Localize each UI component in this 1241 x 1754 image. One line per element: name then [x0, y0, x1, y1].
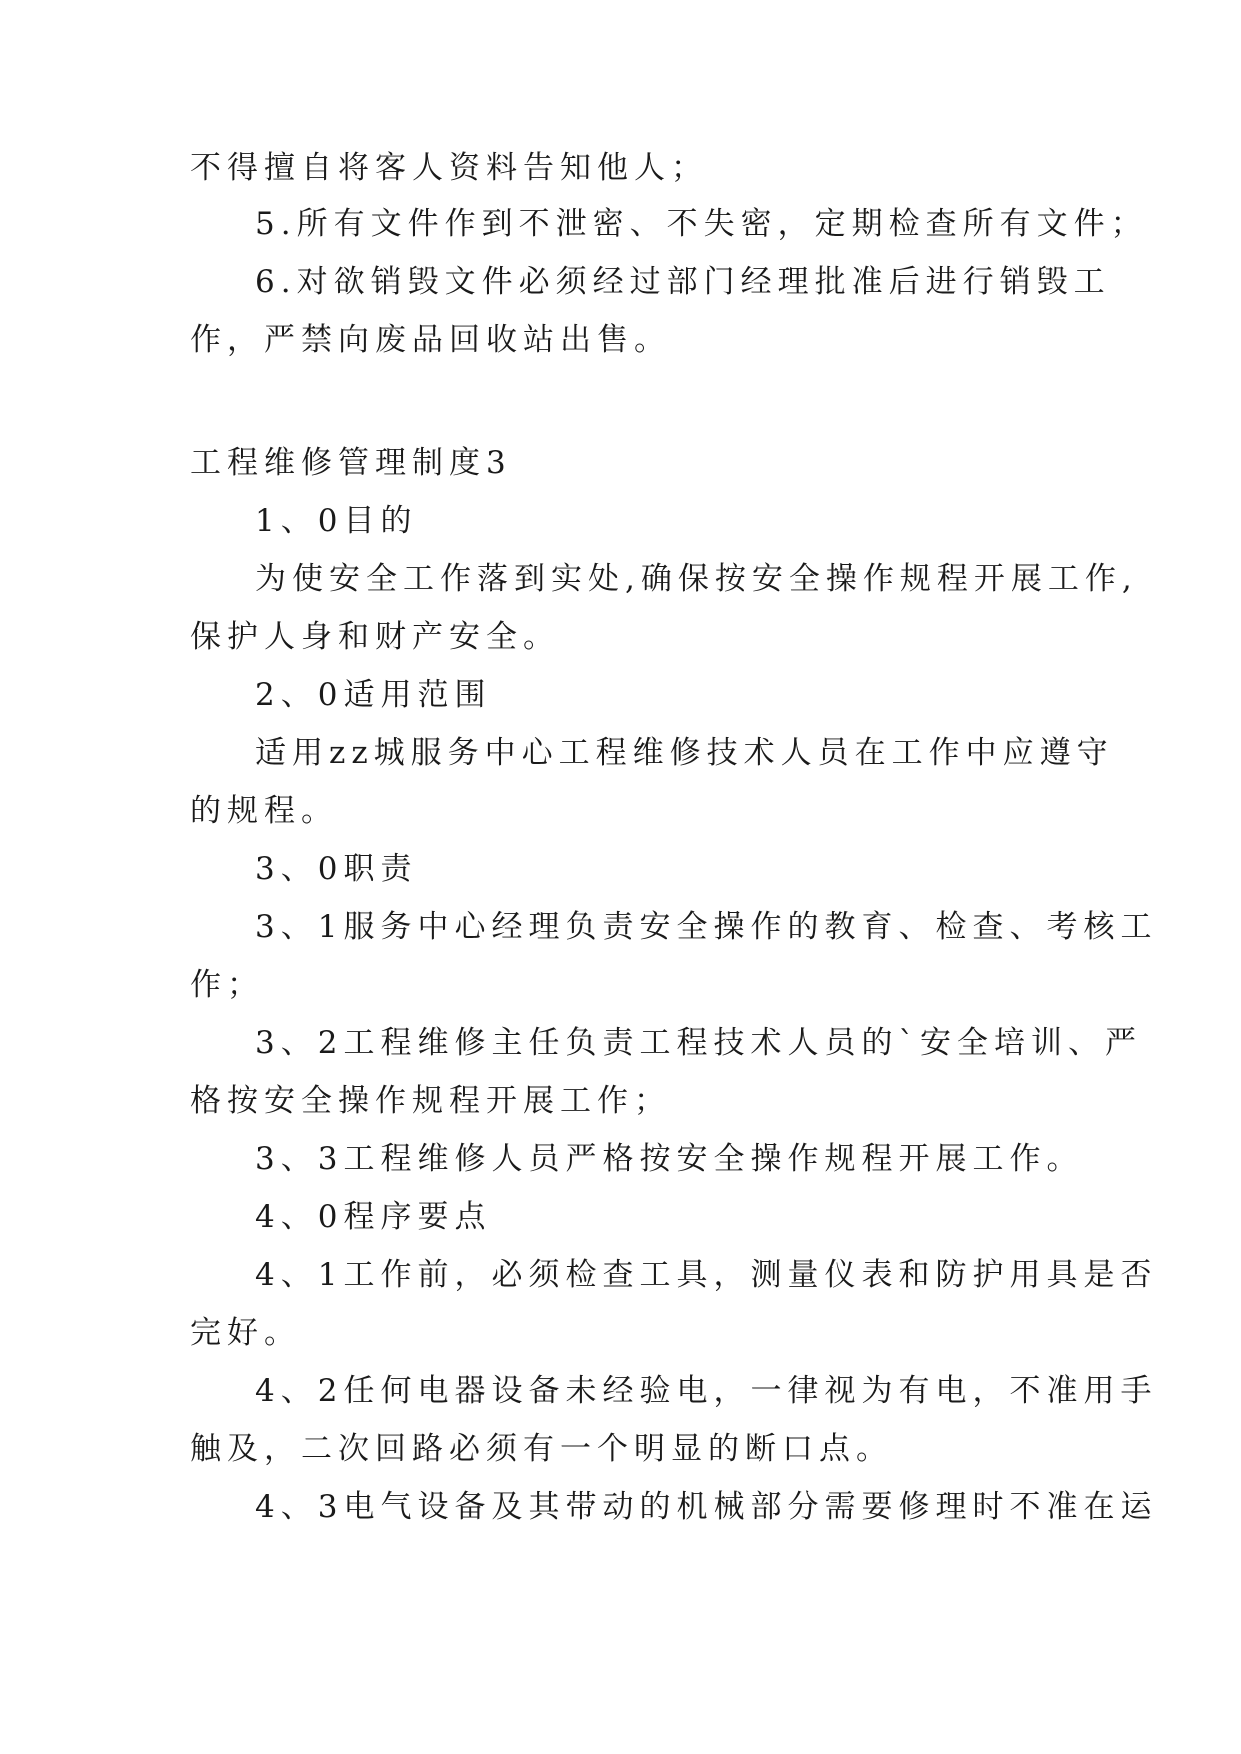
- text-line: 3、3工程维修人员严格按安全操作规程开展工作。: [255, 1141, 1084, 1177]
- text-line: 6.对欲销毁文件必须经过部门经理批准后进行销毁工: [255, 264, 1111, 300]
- text-line: 保护人身和财产安全。: [190, 619, 560, 655]
- text-line: 完好。: [190, 1315, 301, 1351]
- subheading: 2、0适用范围: [255, 677, 492, 713]
- subheading: 3、0职责: [255, 851, 418, 887]
- text-line: 5.所有文件作到不泄密、不失密，定期检查所有文件；: [255, 206, 1148, 242]
- text-line: 4、1工作前，必须检查工具，测量仪表和防护用具是否: [255, 1257, 1158, 1293]
- text-line: 为使安全工作落到实处,确保按安全操作规程开展工作,: [255, 561, 1138, 597]
- text-line: 作；: [190, 967, 264, 1003]
- text-line: 3、1服务中心经理负责安全操作的教育、检查、考核工: [255, 909, 1158, 945]
- text-line: 不得擅自将客人资料告知他人；: [190, 150, 708, 186]
- text-line: 的规程。: [190, 793, 338, 829]
- text-line: 触及，二次回路必须有一个明显的断口点。: [190, 1431, 893, 1467]
- section-heading: 工程维修管理制度3: [190, 445, 512, 481]
- text-line: 作，严禁向废品回收站出售。: [190, 322, 671, 358]
- subheading: 1、0目的: [255, 503, 418, 539]
- text-line: 4、3电气设备及其带动的机械部分需要修理时不准在运: [255, 1489, 1158, 1525]
- text-line: 4、2任何电器设备未经验电，一律视为有电，不准用手: [255, 1373, 1158, 1409]
- text-line: 格按安全操作规程开展工作；: [190, 1083, 671, 1119]
- subheading: 4、0程序要点: [255, 1199, 492, 1235]
- text-line: 适用zz城服务中心工程维修技术人员在工作中应遵守: [255, 735, 1114, 771]
- text-line: 3、2工程维修主任负责工程技术人员的`安全培训、严: [255, 1025, 1142, 1061]
